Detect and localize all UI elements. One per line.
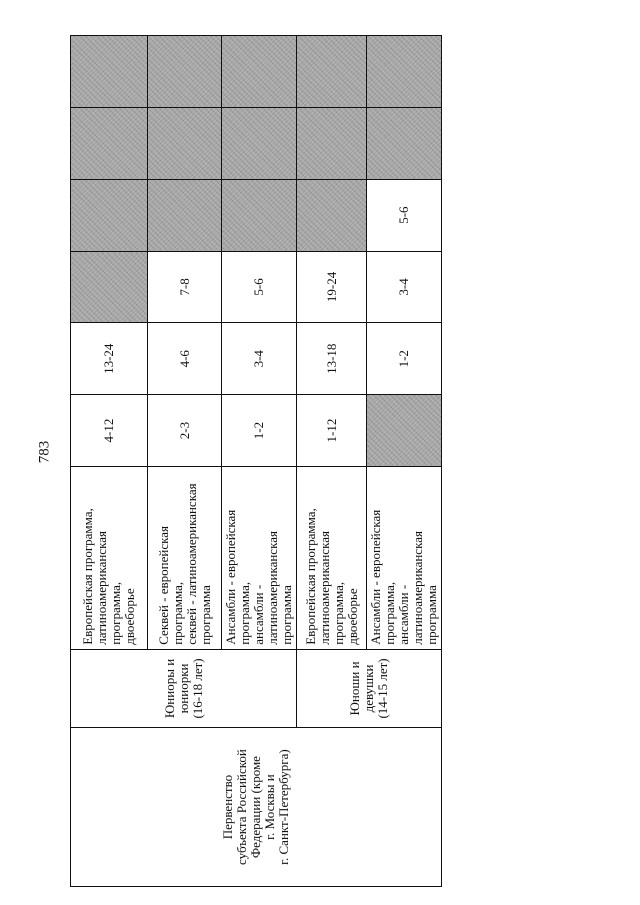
program-cell [367, 466, 442, 649]
age-line: (14-15 лет) [375, 658, 390, 719]
place-cell: 1-12 [297, 395, 367, 467]
program-line: двоеборье [344, 588, 360, 645]
table-row [71, 36, 148, 887]
shaded-cell [71, 179, 148, 251]
shaded-cell [222, 36, 297, 108]
age-line: Юниоры и [161, 658, 177, 719]
program-line: Европейская программа, [80, 508, 95, 645]
shaded-cell [148, 36, 222, 108]
program-line: ансамбли - латиноамериканская [251, 531, 280, 645]
program-line: программа [424, 585, 439, 645]
competition-line: г. Санкт-Петербурга) [276, 749, 291, 865]
program-cell [297, 466, 367, 649]
shaded-cell [367, 395, 442, 467]
program-line: двоеборье [122, 588, 137, 645]
age-line: (16-18 лет) [189, 658, 205, 719]
place-cell: 5-6 [222, 251, 297, 323]
program-line: программа, [237, 581, 252, 645]
competition-line: г. Москвы и [262, 774, 277, 840]
place-cell: 7-8 [148, 251, 222, 323]
place-cell: 3-4 [222, 323, 297, 395]
shaded-cell [71, 36, 148, 108]
shaded-cell [297, 107, 367, 179]
place-cell: 1-2 [222, 395, 297, 467]
place-cell: 3-4 [367, 251, 442, 323]
program-line: Ансамбли - европейская [223, 509, 238, 645]
shaded-cell [367, 36, 442, 108]
shaded-cell [297, 36, 367, 108]
rank-table [70, 35, 442, 887]
shaded-cell [71, 251, 148, 323]
shaded-cell [71, 107, 148, 179]
shaded-cell [148, 107, 222, 179]
age-line: Юноши и [347, 661, 362, 716]
program-cell [222, 466, 297, 649]
shaded-cell [148, 179, 222, 251]
place-cell: 19-24 [297, 251, 367, 323]
place-cell: 13-24 [71, 323, 148, 395]
program-line: программа [279, 585, 294, 645]
competition-line: субъекта Российской [234, 749, 249, 865]
age-line: юниорки [175, 663, 191, 714]
program-line: Ансамбли - европейская [368, 509, 383, 645]
program-line: латиноамериканская программа, [316, 531, 346, 645]
place-cell: 5-6 [367, 179, 442, 251]
competition-line: Федерации (кроме [248, 756, 263, 859]
competition-line: Первенство [220, 774, 235, 840]
place-cell: 13-18 [297, 323, 367, 395]
shaded-cell [367, 107, 442, 179]
program-line: секвей - латиноамериканская [183, 483, 199, 645]
place-cell: 4-12 [71, 395, 148, 467]
program-line: латиноамериканская программа, [94, 531, 123, 645]
program-line: ансамбли - латиноамериканская [396, 531, 425, 645]
program-cell [71, 466, 148, 649]
shaded-cell [222, 107, 297, 179]
age-group-cell [71, 649, 297, 727]
place-cell: 4-6 [148, 323, 222, 395]
age-group-cell [297, 649, 442, 727]
place-cell: 1-2 [367, 323, 442, 395]
program-line: программа, [382, 581, 397, 645]
competition-cell [71, 728, 442, 887]
shaded-cell [297, 179, 367, 251]
program-line: Европейская программа, [302, 508, 318, 645]
shaded-cell [222, 179, 297, 251]
program-cell [148, 466, 222, 649]
rotated-table-container [70, 35, 439, 887]
program-line: Секвей - европейская программа, [155, 526, 185, 645]
page-number: 783 [36, 440, 53, 464]
age-line: девушки [361, 664, 376, 713]
place-cell: 2-3 [148, 395, 222, 467]
program-line: программа [197, 585, 213, 645]
